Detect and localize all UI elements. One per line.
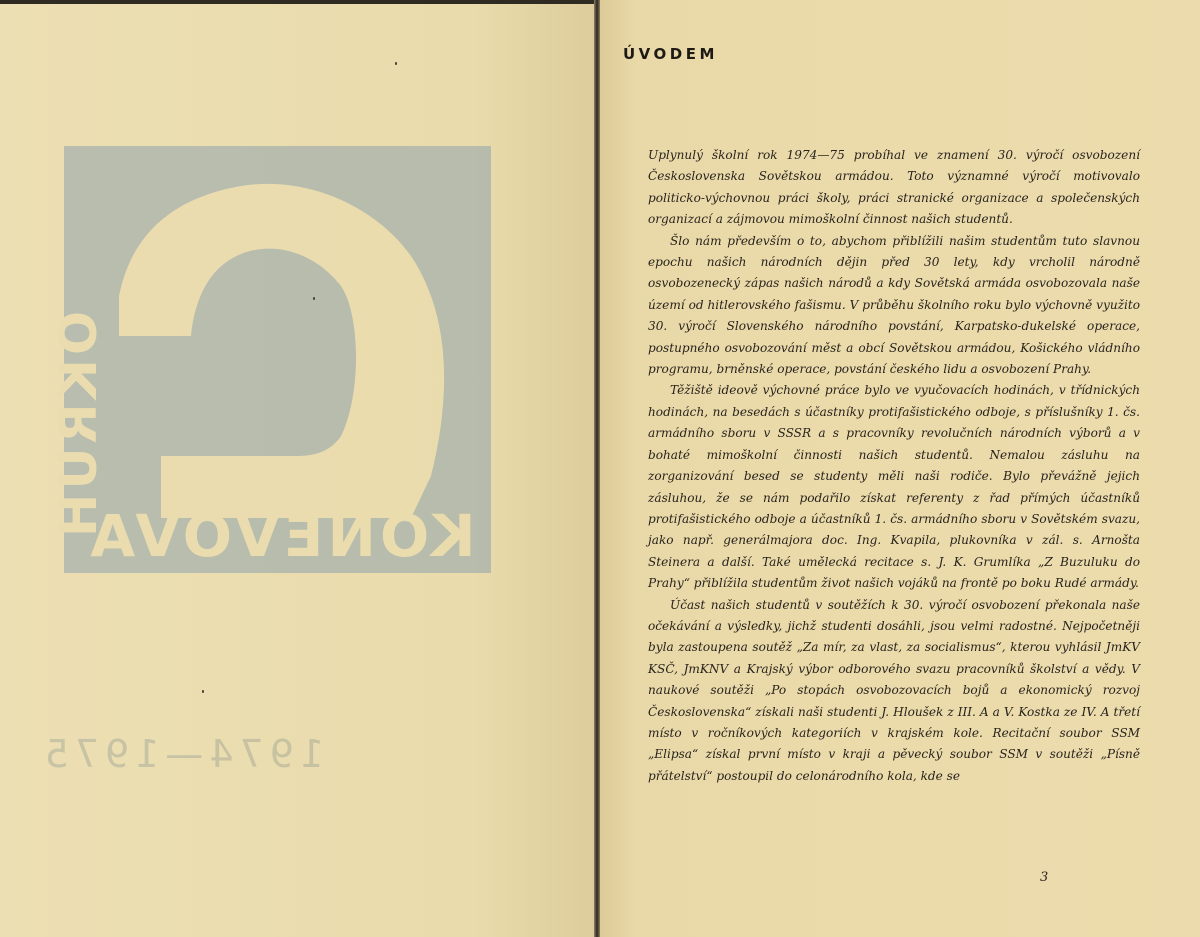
page-number: 3 <box>1040 870 1049 885</box>
paragraph: Šlo nám především o to, abychom přiblížili našim studentům tuto slavnou epochu našich národních dějin před 30 lety, kdy vrcholil národně osvobozenecký zápas našich národů a kdy Sovětská armáda osvobozovala naše území od hitlerovského fašismu. V průběhu školního roku bylo výchovně využito 30. výročí Slovenského národního povstání, Karpatsko-dukelské operace, postupného osvobozování měst a obcí Sovětskou armádou, Košického vládního programu, brněnské operace, povstání českého lidu a osvobození Prahy. <box>648 233 1140 377</box>
left-page <box>0 0 594 937</box>
page-top-edge <box>0 0 594 4</box>
paragraph: Účast našich studentů v soutěžích k 30. výročí osvobození překonala naše očekávání a výsledky, jichž studenti dosáhli, jsou velmi radostné. Nejpočetněji byla zastoupena soutěž „Za mír, za vlast, za socialismus“, kterou vyhlásil JmKV KSČ, JmKNV a Krajský výbor odborového svazu pracovníků školství a vědy. V naukové soutěži „Po stopách osvobozovacích bojů a ekonomický rozvoj Československa“ získali naši studenti J. Hloušek z III. A a V. Kostka ze IV. A třetí místo v ročníkových kategoriích v krajském kole. Recitační soubor SSM „Elipsa“ získal první místo v kraji a pěvecký soubor SSM v soutěži „Písně přátelství“ postoupil do celonárodního kola, kde se <box>648 597 1140 783</box>
right-page <box>600 0 1200 937</box>
paper-speck <box>395 62 397 65</box>
paragraph: Těžiště ideově výchovné práce bylo ve vyučovacích hodinách, v třídnických hodinách, na besedách s účastníky protifašistického odboje, s příslušníky 1. čs. armádního sboru v SSSR a s pracovníky revolučních národních výborů a v bohaté mimoškolní činnosti našich studentů. Nemalou zásluhu na zorganizování besed se studenty měli naši rodiče. Bylo převážně jejich zásluhou, že se nám podařilo získat referenty z řad přímých účastníků protifašistického odboje a účastníků 1. čs. armádního sboru v Sovětském svazu, jako např. generálmajora doc. Ing. Kvapila, plukovníka v zál. s. Arnošta Steinera a další. Také umělecká recitace s. J. K. Grumlíka „Z Buzuluku do Prahy“ přiblížila studentům život našich vojáků na frontě po boku Rudé armády. <box>648 383 1140 591</box>
paragraph: Uplynulý školní rok 1974—75 probíhal ve znamení 30. výročí osvobození Československa Sovětskou armádou. Toto významné výročí motivovalo politicko-výchovnou práci školy, práci stranické organizace a společenských organizací a zájmovou mimoškolní činnost našich studentů. <box>648 148 1140 227</box>
svg-text:KONĚVOVA: KONĚVOVA <box>86 502 476 570</box>
cover-show-through-logo <box>49 146 491 573</box>
paper-speck <box>313 297 315 300</box>
page-heading: ÚVODEM <box>623 45 718 63</box>
body-text <box>648 145 1140 787</box>
cover-show-through-year: 1974—1975 <box>38 732 324 776</box>
svg-text:OKRUH: OKRUH <box>49 310 109 542</box>
paper-speck <box>202 690 204 693</box>
